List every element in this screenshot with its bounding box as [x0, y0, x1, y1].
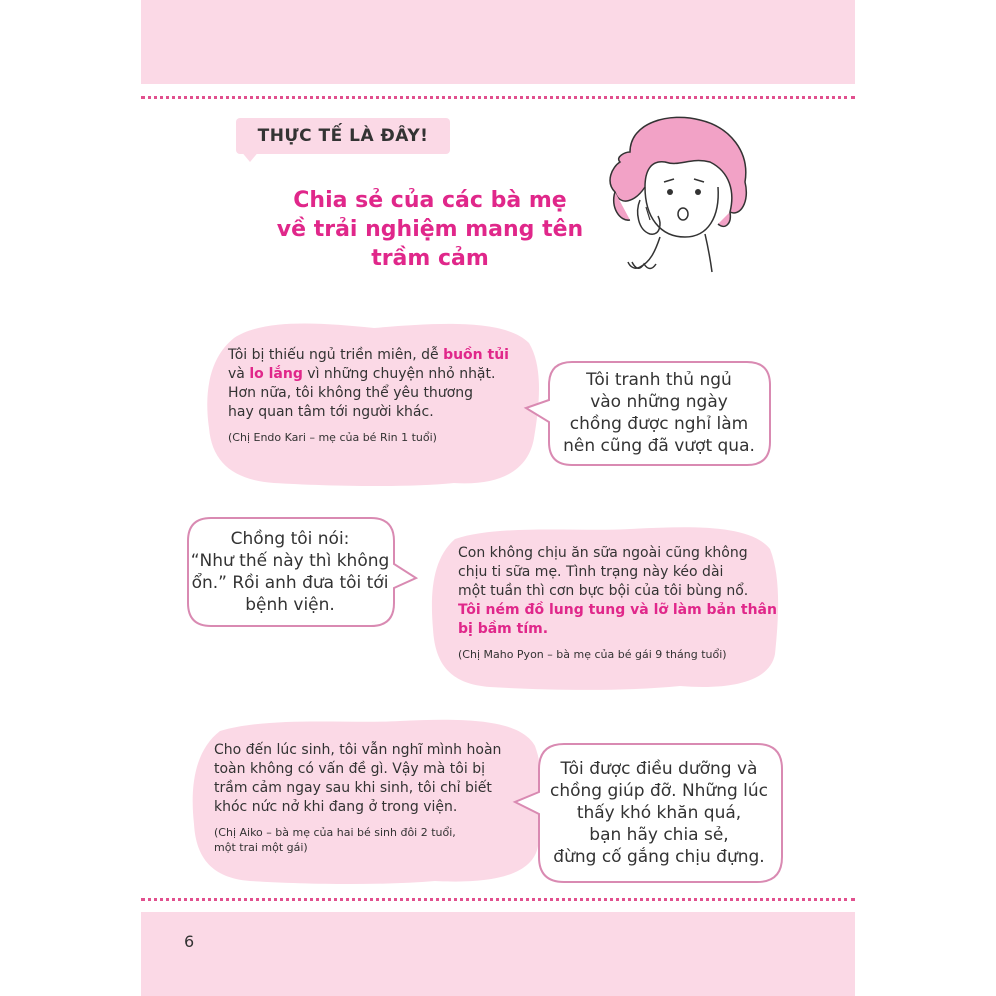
quote-text: Hơn nữa, tôi không thể yêu thương [228, 385, 473, 401]
bubble-line: “Như thế này thì không [190, 551, 390, 571]
bubble-line: Chồng tôi nói: [230, 529, 350, 549]
quote-highlight: lo lắng [249, 366, 303, 382]
worried-woman-illustration [590, 112, 770, 282]
quote-3 [214, 741, 544, 855]
section-tag: THỰC TẾ LÀ ĐÂY! [236, 118, 450, 154]
quote-text: Con không chịu ăn sữa ngoài cũng không [458, 545, 748, 561]
top-band [141, 0, 855, 84]
bubble-line: đừng cố gắng chịu đựng. [553, 847, 765, 867]
headline-line: Chia sẻ của các bà mẹ [293, 188, 567, 213]
bubble-line: chồng được nghỉ làm [569, 414, 749, 434]
quote-highlight: buồn tủi [443, 347, 509, 363]
headline-line: về trải nghiệm mang tên [276, 217, 584, 242]
bubble-line: thấy khó khăn quá, [576, 803, 742, 823]
quote-highlight: bị bầm tím. [458, 621, 549, 637]
bubble-line: bệnh viện. [245, 595, 335, 615]
credit-line: một trai một gái) [214, 841, 308, 854]
bubble-line: Tôi tranh thủ ngủ [586, 370, 732, 390]
section-tag-tail [240, 150, 260, 162]
quote-1 [228, 346, 538, 445]
bubble-line: ổn.” Rồi anh đưa tôi tới [191, 573, 389, 593]
quote-text: toàn không có vấn đề gì. Vậy mà tôi bị [214, 761, 485, 777]
quote-credit: (Chị Endo Kari – mẹ của bé Rin 1 tuổi) [228, 431, 437, 444]
bottom-dotted-divider [141, 898, 855, 901]
quote-text: và [228, 366, 250, 382]
quote-text: vì những chuyện nhỏ nhặt. [302, 366, 496, 382]
bubble-line: Tôi được điều dưỡng và [560, 759, 758, 779]
headline-line: trầm cảm [371, 246, 489, 271]
page-number: 6 [184, 932, 195, 951]
quote-highlight: Tôi ném đồ lung tung và lỡ làm bản thân [458, 602, 777, 618]
quote-text: một tuần thì cơn bực bội của tôi bùng nổ. [458, 583, 749, 599]
bubble-line: chồng giúp đỡ. Những lúc [549, 781, 769, 801]
quote-2 [458, 544, 778, 662]
quote-credit [214, 825, 544, 855]
quote-credit: (Chị Maho Pyon – bà mẹ của bé gái 9 tháng tuổi) [458, 648, 727, 661]
speech-bubble-2-text [190, 520, 390, 624]
top-dotted-divider [141, 96, 855, 99]
credit-line: (Chị Aiko – bà mẹ của hai bé sinh đôi 2 tuổi, [214, 826, 456, 839]
bubble-line: nên cũng đã vượt qua. [563, 436, 755, 456]
bubble-line: bạn hãy chia sẻ, [589, 825, 729, 845]
quote-text: chịu ti sữa mẹ. Tình trạng này kéo dài [458, 564, 724, 580]
headline [250, 186, 610, 273]
quote-text: hay quan tâm tới người khác. [228, 404, 434, 420]
quote-text: khóc nức nở khi đang ở trong viện. [214, 799, 458, 815]
bottom-band [141, 912, 855, 996]
quote-text: Tôi bị thiếu ngủ triền miên, dễ [228, 347, 444, 363]
quote-text: trầm cảm ngay sau khi sinh, tôi chỉ biết [214, 780, 492, 796]
speech-bubble-3-text [540, 746, 778, 880]
speech-bubble-1-text [552, 363, 766, 463]
bubble-line: vào những ngày [590, 392, 728, 412]
quote-text: Cho đến lúc sinh, tôi vẫn nghĩ mình hoàn [214, 742, 502, 758]
